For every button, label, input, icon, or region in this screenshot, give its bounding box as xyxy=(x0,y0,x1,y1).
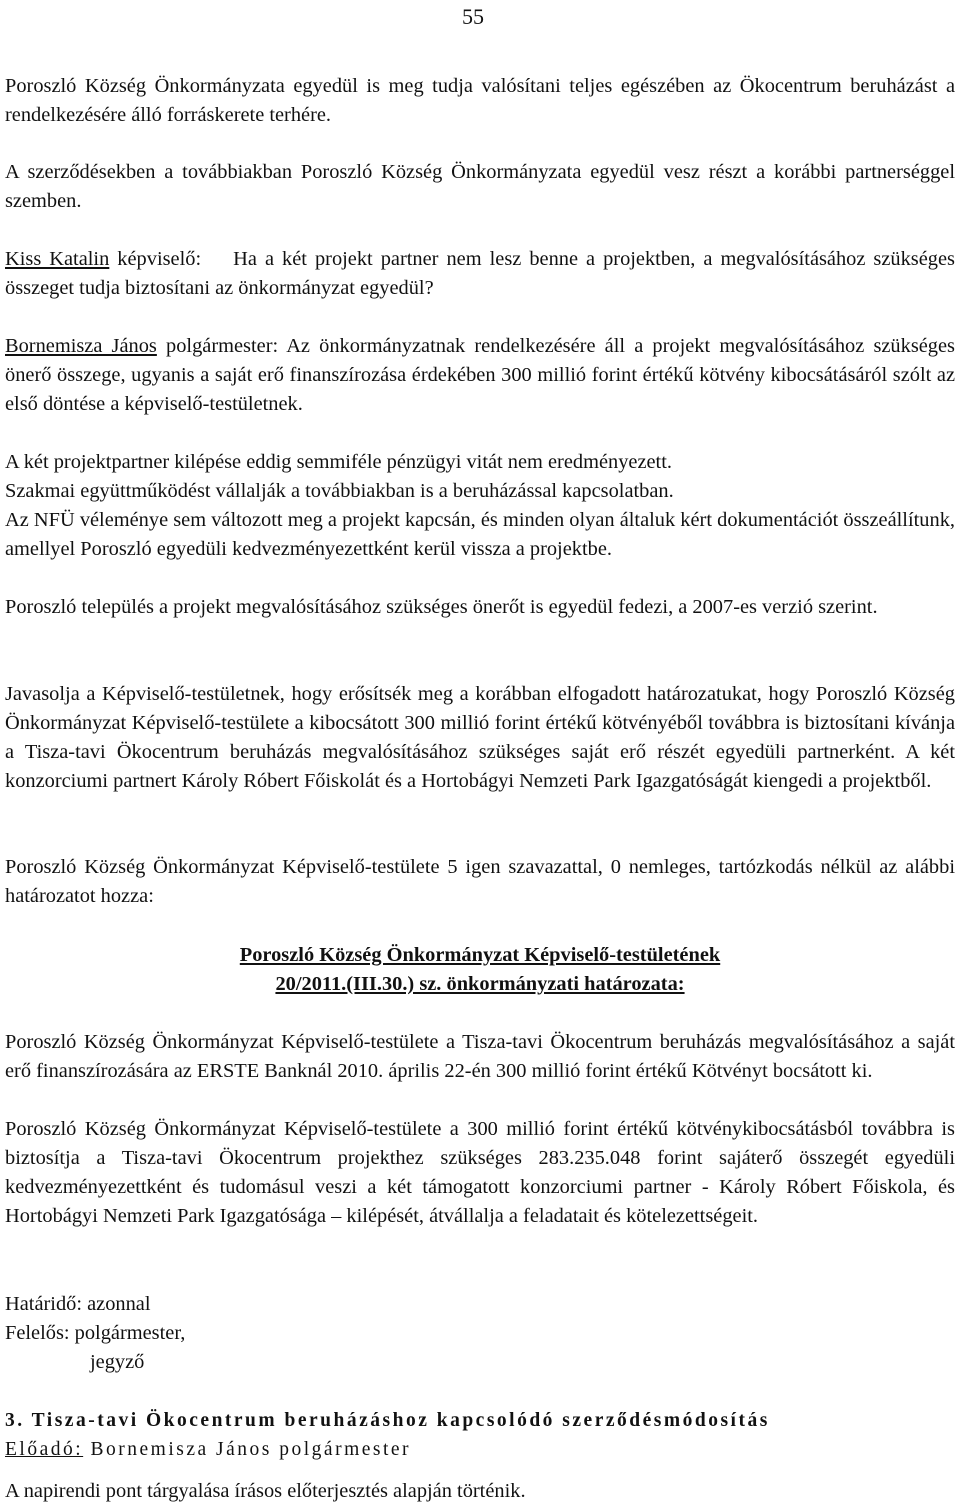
speaker-name: Bornemisza János xyxy=(5,335,157,357)
resolution-title-line-2: 20/2011.(III.30.) sz. önkormányzati határozata: xyxy=(275,973,685,995)
paragraph-kiss-katalin xyxy=(5,245,960,303)
responsible-line-1: Felelős: polgármester, xyxy=(5,1322,186,1344)
presenter-line xyxy=(5,1435,955,1464)
speaker-role: polgármester: xyxy=(156,335,279,357)
paragraph-8: Poroszló település a projekt megvalósításához szükséges önerőt is egyedül fedezi, a 2007-es verzió szerint. xyxy=(5,596,878,618)
presenter-label: Előadó: xyxy=(5,1439,84,1460)
page-number: 55 xyxy=(462,4,484,29)
final-line: A napirendi pont tárgyalása írásos előterjesztés alapján történik. xyxy=(5,1480,526,1502)
speaker-role: képviselő: xyxy=(109,248,202,270)
paragraph-bornemisza xyxy=(5,332,955,419)
paragraph-1: Poroszló Község Önkormányzata egyedül is meg tudja valósítani teljes egészében az Ökocentrum beruházást a rendelkezésére álló forráskerete terhére. xyxy=(5,75,955,126)
paragraph-7: Az NFÜ véleménye sem változott meg a projekt kapcsán, és minden olyan általuk kért dokumentációt összeállítunk, amellyel Poroszló egyedüli kedvezményezettként kerül vissza a projektbe. xyxy=(5,509,955,560)
paragraph-10: Poroszló Község Önkormányzat Képviselő-testülete 5 igen szavazattal, 0 nemleges, tartózkodás nélkül az alábbi határozatot hozza: xyxy=(5,856,955,907)
paragraph-12: Poroszló Község Önkormányzat Képviselő-testülete a 300 millió forint értékű kötvénykibocsátásból továbbra is biztosítja a Tisza-tavi Ökocentrum projekthez szükséges 283.235.048 forint sajáterő összegét egyedüli kedvezményezettként és tudomásul veszi a két támogatott konzorciumi partner - Károly Róbert Főiskola, és Hortobágyi Nemzeti Park Igazgatósága – kilépését, átvállalja a feladatait és kötelezettségeit. xyxy=(5,1118,955,1227)
paragraph-2: A szerződésekben a továbbiakban Poroszló Község Önkormányzata egyedül vesz részt a korábbi partnerséggel szemben. xyxy=(5,161,955,212)
speaker-text: Ha a két projekt partner nem lesz benne a projektben, a megvalósításához szükséges összeget tudja biztosítani az önkormányzat egyedül? xyxy=(5,248,960,299)
paragraph-11: Poroszló Község Önkormányzat Képviselő-testülete a Tisza-tavi Ökocentrum beruházás megvalósításához a saját erő finanszírozására az ERSTE Banknál 2010. április 22-én 300 millió forint értékű Kötvényt bocsátott ki. xyxy=(5,1031,955,1082)
paragraph-9: Javasolja a Képviselő-testületnek, hogy erősítsék meg a korábban elfogadott határozatukat, hogy Poroszló Község Önkormányzat Képviselő-testülete a kibocsátott 300 millió forint értékű kötvényéből továbbra is biztosítani kívánja a Tisza-tavi Ökocentrum beruházás megvalósításához szükséges saját erő részét egyedüli partnerként. A két konzorciumi partnert Károly Róbert Főiskolát és a Hortobágyi Nemzeti Park Igazgatóságát kiengedi a projektből. xyxy=(5,683,955,792)
agenda-item-title: 3. Tisza-tavi Ökocentrum beruházáshoz kapcsolódó szerződésmódosítás xyxy=(5,1410,770,1431)
resolution-title-line-1: Poroszló Község Önkormányzat Képviselő-testületének xyxy=(239,944,721,966)
presenter-name: Bornemisza János polgármester xyxy=(83,1439,412,1460)
paragraph-5: A két projektpartner kilépése eddig semmiféle pénzügyi vitát nem eredményezett. xyxy=(5,451,672,473)
responsible-line-2: jegyző xyxy=(90,1351,145,1373)
speaker-text: Az önkormányzatnak rendelkezésére áll a projekt megvalósításához szükséges önerő összege, ugyanis a saját erő finanszírozása érdekében 300 millió forint értékű kötvény kibocsátásáról szólt az első döntése a képviselő-testületnek. xyxy=(5,335,955,415)
paragraph-6: Szakmai együttműködést vállalják a továbbiakban is a beruházással kapcsolatban. xyxy=(5,480,674,502)
speaker-name: Kiss Katalin xyxy=(5,248,110,270)
deadline: Határidő: azonnal xyxy=(5,1293,151,1315)
